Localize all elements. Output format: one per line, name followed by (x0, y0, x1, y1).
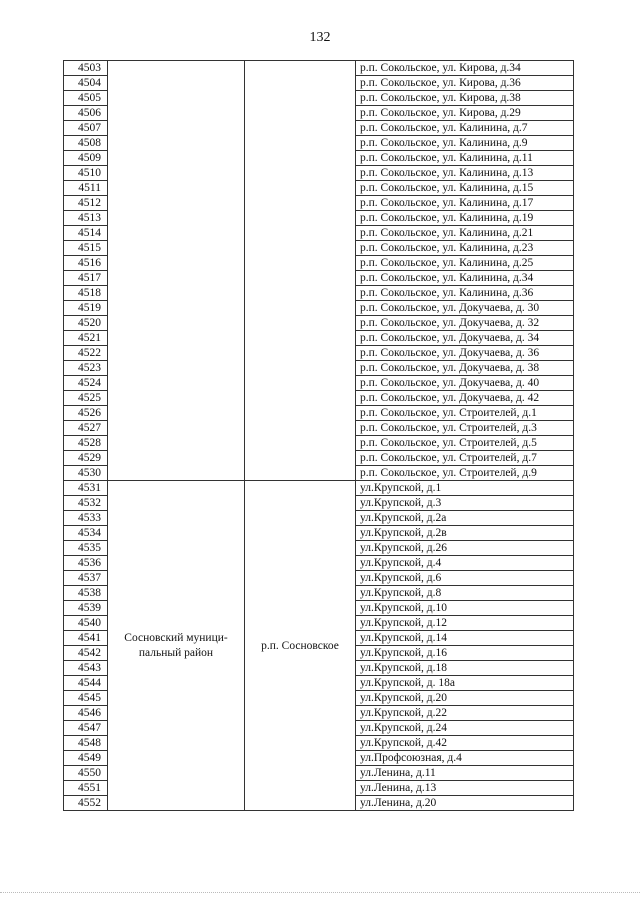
district-cell: Сосновский муници- пальный район (108, 481, 245, 811)
row-number: 4518 (64, 286, 108, 301)
row-number: 4505 (64, 91, 108, 106)
row-number: 4532 (64, 496, 108, 511)
address-cell: ул.Крупской, д.4 (356, 556, 574, 571)
address-cell: ул.Ленина, д.20 (356, 796, 574, 811)
page-bottom-rule (0, 892, 640, 893)
address-cell: р.п. Сокольское, ул. Строителей, д.1 (356, 406, 574, 421)
address-cell: р.п. Сокольское, ул. Строителей, д.7 (356, 451, 574, 466)
address-cell: р.п. Сокольское, ул. Кирова, д.34 (356, 61, 574, 76)
address-cell: р.п. Сокольское, ул. Строителей, д.3 (356, 421, 574, 436)
row-number: 4550 (64, 766, 108, 781)
address-cell: ул.Крупской, д.6 (356, 571, 574, 586)
row-number: 4509 (64, 151, 108, 166)
address-cell: р.п. Сокольское, ул. Докучаева, д. 34 (356, 331, 574, 346)
row-number: 4549 (64, 751, 108, 766)
row-number: 4548 (64, 736, 108, 751)
address-cell: ул.Крупской, д.14 (356, 631, 574, 646)
row-number: 4552 (64, 796, 108, 811)
row-number: 4510 (64, 166, 108, 181)
registry-body (64, 61, 574, 811)
address-cell: р.п. Сокольское, ул. Докучаева, д. 42 (356, 391, 574, 406)
address-cell: р.п. Сокольское, ул. Строителей, д.9 (356, 466, 574, 481)
settlement-cell (245, 61, 356, 481)
row-number: 4547 (64, 721, 108, 736)
address-cell: ул.Крупской, д.2в (356, 526, 574, 541)
row-number: 4523 (64, 361, 108, 376)
address-cell: р.п. Сокольское, ул. Калинина, д.9 (356, 136, 574, 151)
address-cell: р.п. Сокольское, ул. Калинина, д.25 (356, 256, 574, 271)
address-cell: р.п. Сокольское, ул. Калинина, д.15 (356, 181, 574, 196)
row-number: 4513 (64, 211, 108, 226)
row-number: 4537 (64, 571, 108, 586)
address-cell: р.п. Сокольское, ул. Калинина, д.34 (356, 271, 574, 286)
address-cell: р.п. Сокольское, ул. Калинина, д.36 (356, 286, 574, 301)
address-cell: р.п. Сокольское, ул. Докучаева, д. 38 (356, 361, 574, 376)
row-number: 4517 (64, 271, 108, 286)
row-number: 4504 (64, 76, 108, 91)
row-number: 4506 (64, 106, 108, 121)
housing-registry-table (63, 60, 574, 811)
address-cell: ул.Крупской, д.22 (356, 706, 574, 721)
row-number: 4551 (64, 781, 108, 796)
address-cell: р.п. Сокольское, ул. Докучаева, д. 40 (356, 376, 574, 391)
row-number: 4543 (64, 661, 108, 676)
row-number: 4546 (64, 706, 108, 721)
settlement-cell: р.п. Сосновское (245, 481, 356, 811)
row-number: 4539 (64, 601, 108, 616)
row-number: 4542 (64, 646, 108, 661)
row-number: 4538 (64, 586, 108, 601)
row-number: 4520 (64, 316, 108, 331)
address-cell: р.п. Сокольское, ул. Калинина, д.21 (356, 226, 574, 241)
address-cell: ул.Крупской, д.16 (356, 646, 574, 661)
row-number: 4545 (64, 691, 108, 706)
address-cell: р.п. Сокольское, ул. Калинина, д.17 (356, 196, 574, 211)
row-number: 4540 (64, 616, 108, 631)
address-cell: р.п. Сокольское, ул. Кирова, д.36 (356, 76, 574, 91)
row-number: 4530 (64, 466, 108, 481)
row-number: 4507 (64, 121, 108, 136)
row-number: 4528 (64, 436, 108, 451)
address-cell: р.п. Сокольское, ул. Кирова, д.38 (356, 91, 574, 106)
address-cell: ул.Крупской, д.26 (356, 541, 574, 556)
page-number: 132 (309, 30, 331, 45)
row-number: 4529 (64, 451, 108, 466)
address-cell: ул.Крупской, д.3 (356, 496, 574, 511)
row-number: 4512 (64, 196, 108, 211)
row-number: 4544 (64, 676, 108, 691)
address-cell: р.п. Сокольское, ул. Докучаева, д. 36 (356, 346, 574, 361)
row-number: 4527 (64, 421, 108, 436)
address-cell: р.п. Сокольское, ул. Докучаева, д. 30 (356, 301, 574, 316)
address-cell: ул.Крупской, д.2а (356, 511, 574, 526)
address-cell: ул.Крупской, д.24 (356, 721, 574, 736)
row-number: 4526 (64, 406, 108, 421)
address-cell: ул.Ленина, д.13 (356, 781, 574, 796)
address-cell: ул.Крупской, д.10 (356, 601, 574, 616)
address-cell: р.п. Сокольское, ул. Кирова, д.29 (356, 106, 574, 121)
row-number: 4522 (64, 346, 108, 361)
address-cell: ул.Крупской, д.1 (356, 481, 574, 496)
address-cell: ул.Крупской, д.12 (356, 616, 574, 631)
address-cell: р.п. Сокольское, ул. Калинина, д.11 (356, 151, 574, 166)
row-number: 4524 (64, 376, 108, 391)
row-number: 4534 (64, 526, 108, 541)
address-cell: р.п. Сокольское, ул. Калинина, д.13 (356, 166, 574, 181)
address-cell: ул.Ленина, д.11 (356, 766, 574, 781)
row-number: 4521 (64, 331, 108, 346)
address-cell: ул.Профсоюзная, д.4 (356, 751, 574, 766)
row-number: 4541 (64, 631, 108, 646)
row-number: 4531 (64, 481, 108, 496)
row-number: 4516 (64, 256, 108, 271)
row-number: 4519 (64, 301, 108, 316)
address-cell: р.п. Сокольское, ул. Калинина, д.19 (356, 211, 574, 226)
address-cell: р.п. Сокольское, ул. Калинина, д.7 (356, 121, 574, 136)
row-number: 4508 (64, 136, 108, 151)
row-number: 4525 (64, 391, 108, 406)
address-cell: р.п. Сокольское, ул. Калинина, д.23 (356, 241, 574, 256)
address-cell: ул.Крупской, д.8 (356, 586, 574, 601)
row-number: 4514 (64, 226, 108, 241)
address-cell: ул.Крупской, д.20 (356, 691, 574, 706)
row-number: 4511 (64, 181, 108, 196)
table-row (64, 481, 574, 496)
row-number: 4535 (64, 541, 108, 556)
row-number: 4503 (64, 61, 108, 76)
address-cell: ул.Крупской, д.42 (356, 736, 574, 751)
address-cell: р.п. Сокольское, ул. Строителей, д.5 (356, 436, 574, 451)
address-cell: р.п. Сокольское, ул. Докучаева, д. 32 (356, 316, 574, 331)
district-cell (108, 61, 245, 481)
row-number: 4536 (64, 556, 108, 571)
row-number: 4533 (64, 511, 108, 526)
address-cell: ул.Крупской, д.18 (356, 661, 574, 676)
address-cell: ул.Крупской, д. 18а (356, 676, 574, 691)
row-number: 4515 (64, 241, 108, 256)
table-row (64, 61, 574, 76)
